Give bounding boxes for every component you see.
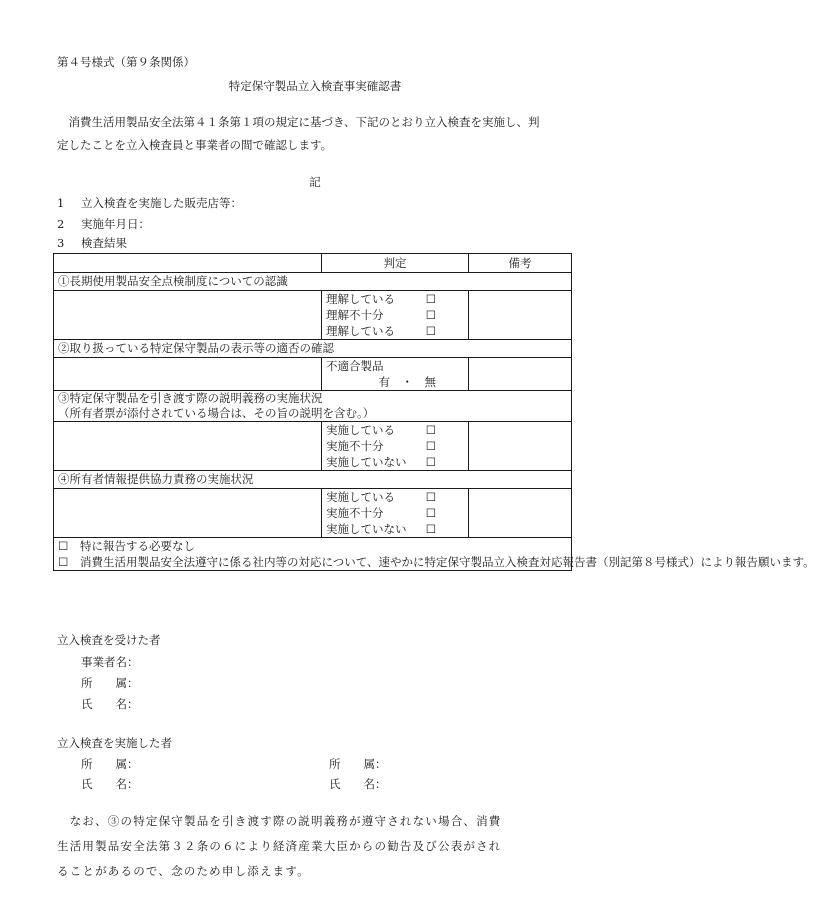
checkbox[interactable]: ☐ (425, 490, 436, 504)
section-1-body-row (54, 291, 572, 340)
inspector-affiliation-2: 所 属： (329, 757, 387, 771)
receiver-heading: 立入検査を受けた者 (57, 633, 161, 647)
checkbox[interactable]: ☐ (58, 555, 69, 569)
form-number: 第４号様式（第９条関係） (57, 55, 195, 69)
section-1-remarks[interactable] (469, 291, 572, 340)
section-1-judgment (322, 291, 469, 340)
check-no-report: ☐ 特に報告する必要なし (58, 539, 195, 553)
checkbox[interactable]: ☐ (425, 423, 436, 437)
table-header-row (54, 254, 572, 273)
section-3-remarks[interactable] (469, 422, 572, 471)
section-3-body-row (54, 422, 572, 471)
section-4-remarks[interactable] (469, 489, 572, 538)
section-3-subtitle: （所有者票が添付されている場合は、その旨の説明を含む。） (58, 406, 375, 420)
section-1-title-row (54, 273, 572, 291)
receiver-name: 氏 名： (81, 697, 139, 711)
section-4-title: ④所有者情報提供協力責務の実施状況 (54, 471, 572, 489)
report-check-row (54, 538, 572, 571)
intro-line-1: 消費生活用製品安全法第４１条第１項の規定に基づき、下記のとおり立入検査を実施し、判 (68, 115, 540, 129)
section-2-title-row (54, 340, 572, 358)
inspection-result-table (53, 253, 815, 571)
checkbox[interactable]: ☐ (425, 439, 436, 453)
section-3-title-text: ③特定保守製品を引き渡す際の説明義務の実施状況 (58, 391, 323, 405)
section-2-remarks[interactable] (469, 358, 572, 391)
section-2-title: ②取り扱っている特定保守製品の表示等の適否の確認 (54, 340, 572, 358)
item-store: 1 立入検査を実施した販売店等： (57, 196, 242, 210)
document-title: 特定保守製品立入検査事実確認書 (228, 79, 402, 93)
section-3-title (54, 391, 572, 422)
section-2-judgment (322, 358, 469, 391)
header-remarks: 備考 (469, 254, 572, 273)
option-row: ☐ 理解不十分 (326, 308, 436, 322)
intro-paragraph (57, 111, 577, 157)
section-1-title: ①長期使用製品安全点検制度についての認識 (54, 273, 572, 291)
option-row: ☐ 実施不十分 (326, 506, 436, 520)
option-row: ☐ 実施していない (326, 455, 436, 469)
option-row: ☐ 理解している (326, 292, 436, 306)
header-blank (54, 254, 322, 273)
closing-note (57, 809, 577, 884)
inspector-name-1: 氏 名： (81, 777, 139, 791)
option-row: ☐ 実施している (326, 423, 436, 437)
checkbox[interactable]: ☐ (425, 455, 436, 469)
section-3-judgment (322, 422, 469, 471)
note-line-2: 生活用製品安全法第３２条の６により経済産業大臣からの勧告及び公表がされ (57, 839, 502, 853)
inspector-heading: 立入検査を実施した者 (57, 736, 172, 750)
section-2-blank (54, 358, 322, 391)
checkbox[interactable]: ☐ (425, 292, 436, 306)
option-row: ☐ 実施している (326, 490, 436, 504)
option-row: ☐ 実施不十分 (326, 439, 436, 453)
nonconforming-label: 不適合製品 (326, 359, 384, 373)
checkbox[interactable]: ☐ (58, 539, 69, 553)
receiver-company: 事業者名： (81, 655, 139, 669)
checkbox[interactable]: ☐ (425, 308, 436, 322)
section-3-blank (54, 422, 322, 471)
check-report-required: ☐ 消費生活用製品安全法遵守に係る社内等の対応について、速やかに特定保守製品立入検査対応報告書（別記第８号様式）により報告願います。 (58, 555, 815, 569)
inspector-affiliation-1: 所 属： (81, 757, 139, 771)
section-4-body-row (54, 489, 572, 538)
option-row: ☐ 実施していない (326, 522, 436, 536)
report-checks (54, 538, 815, 571)
item-result: 3 検査結果 (57, 236, 127, 250)
intro-line-2: 定したことを立入検査員と事業者の間で確認します。 (57, 138, 333, 152)
item-date: 2 実施年月日： (57, 217, 150, 231)
section-1-blank (54, 291, 322, 340)
inspector-name-2: 氏 名： (329, 777, 387, 791)
checkbox[interactable]: ☐ (425, 522, 436, 536)
option-row: ☐ 理解している (326, 324, 436, 338)
section-3-title-row (54, 391, 572, 422)
receiver-affiliation: 所 属： (81, 676, 139, 690)
section-4-blank (54, 489, 322, 538)
section-4-judgment (322, 489, 469, 538)
note-line-3: ることがあるので、念のため申し添えます。 (57, 864, 310, 878)
checkbox[interactable]: ☐ (425, 324, 436, 338)
checkbox[interactable]: ☐ (425, 506, 436, 520)
section-4-title-row (54, 471, 572, 489)
header-judgment: 判定 (322, 254, 469, 273)
section-2-body-row (54, 358, 572, 391)
ki-heading: 記 (309, 175, 321, 189)
yes-no-choice[interactable]: 有 ・ 無 (378, 375, 436, 389)
note-line-1: なお、③の特定保守製品を引き渡す際の説明義務が遵守されない場合、消費 (69, 814, 502, 828)
